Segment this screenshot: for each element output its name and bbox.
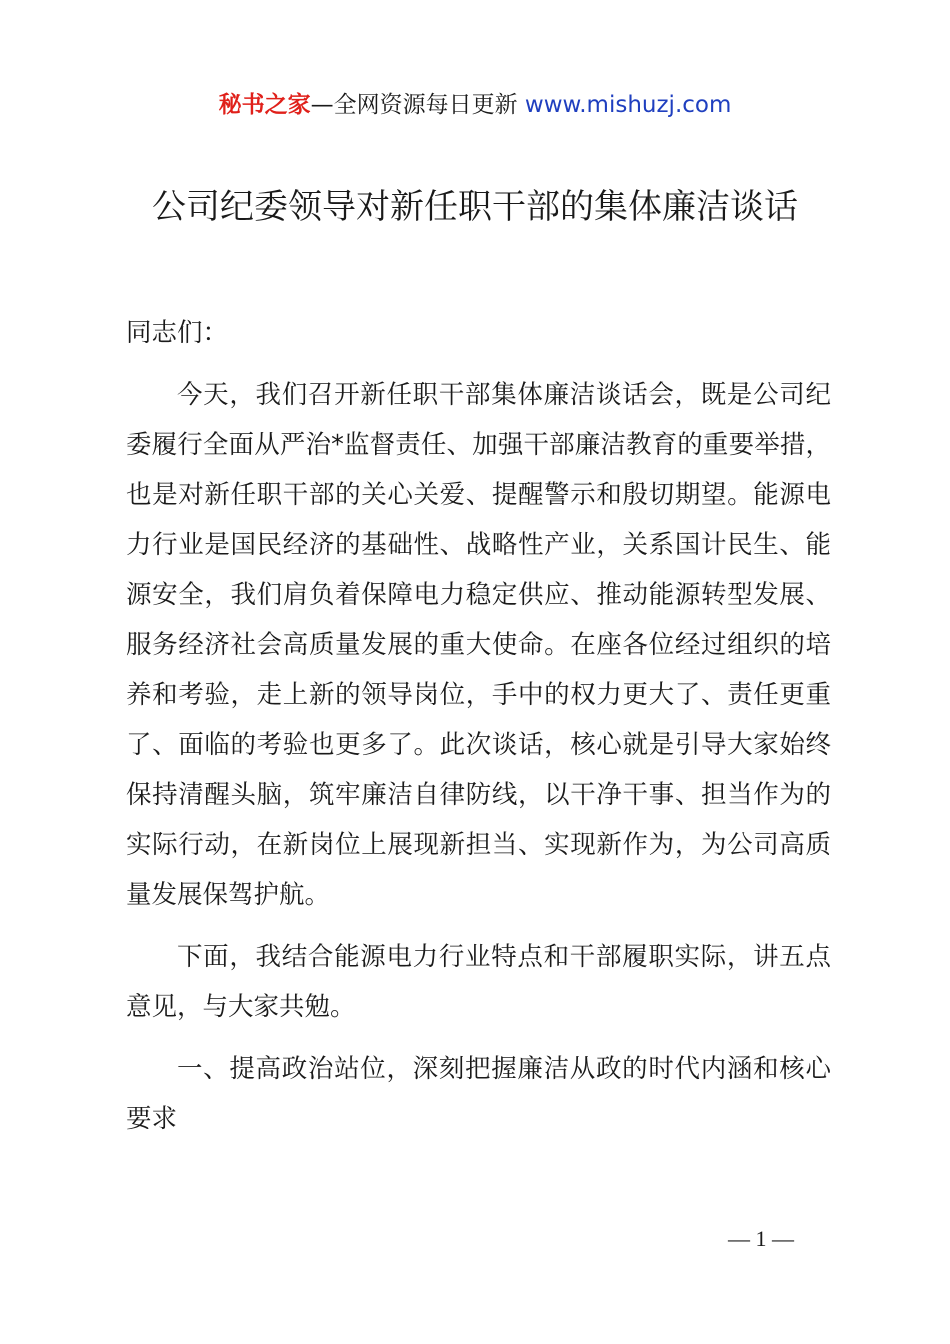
page-number: — 1 — xyxy=(728,1226,794,1251)
paragraph: 下面，我结合能源电力行业特点和干部履职实际，讲五点意见，与大家共勉。 xyxy=(126,942,831,1022)
site-header xyxy=(0,88,950,122)
salutation: 同志们： xyxy=(126,318,229,348)
document-body xyxy=(126,308,831,1156)
header-tagline: —全网资源每日更新 xyxy=(310,92,518,118)
brand-name: 秘书之家 xyxy=(218,92,311,118)
site-url-link[interactable]: www.mishuzj.com xyxy=(524,92,732,118)
document-title: 公司纪委领导对新任职干部的集体廉洁谈话 xyxy=(152,187,798,227)
section-heading: 一、提高政治站位，深刻把握廉洁从政的时代内涵和核心要求 xyxy=(126,1054,831,1134)
paragraph: 今天，我们召开新任职干部集体廉洁谈话会，既是公司纪委履行全面从严治*监督责任、加强干部廉洁教育的重要举措，也是对新任职干部的关心关爱、提醒警示和殷切期望。能源电力行业是国民经济的基础性、战略性产业，关系国计民生、能源安全，我们肩负着保障电力稳定供应、推动能源转型发展、服务经济社会高质量发展的重大使命。在座各位经过组织的培养和考验，走上新的领导岗位，手中的权力更大了、责任更重了、面临的考验也更多了。此次谈话，核心就是引导大家始终保持清醒头脑，筑牢廉洁自律防线，以干净干事、担当作为的实际行动，在新岗位上展现新担当、实现新作为，为公司高质量发展保驾护航。 xyxy=(126,380,831,910)
